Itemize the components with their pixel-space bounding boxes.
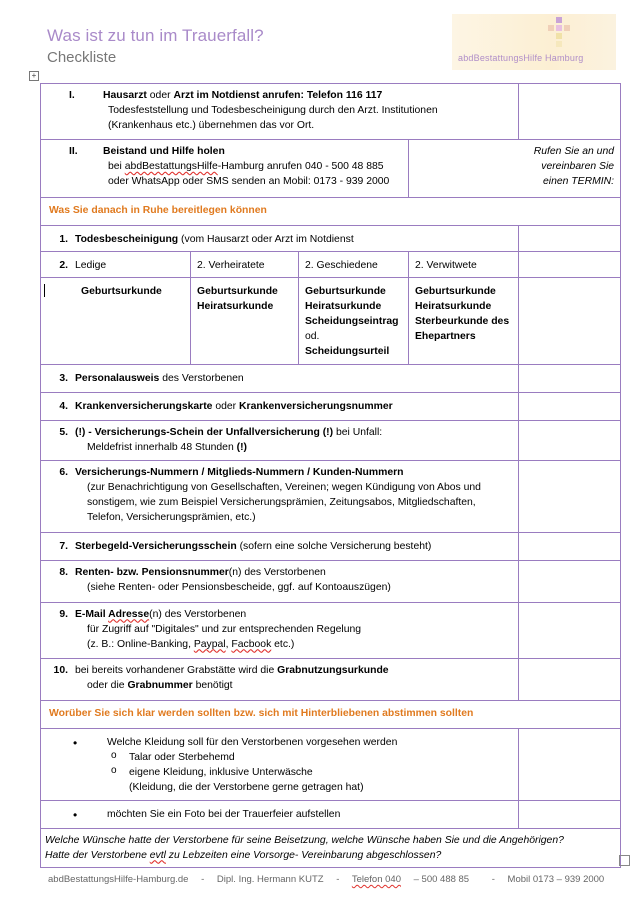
item-9-text-3a: (z. B.: Online-Banking, bbox=[87, 638, 194, 650]
doc-geburtsurkunde: Geburtsurkunde bbox=[81, 286, 162, 298]
closing-line-2a: Hatte der Verstorbene bbox=[45, 849, 150, 861]
col-geschiedene: 2. Geschiedene bbox=[299, 252, 409, 278]
doc-line: Heiratsurkunde bbox=[197, 301, 274, 313]
step-2-text-2: oder WhatsApp oder SMS senden an Mobil: 0173 - 939 2000 bbox=[108, 176, 390, 188]
item-7-row bbox=[41, 532, 621, 560]
step-1-title-a: Hausarzt bbox=[103, 90, 147, 101]
step-1-text-2: (Krankenhaus etc.) übernehmen das vor Ort. bbox=[108, 120, 315, 132]
section-header-2 bbox=[41, 700, 621, 728]
clothing-option-1: o Talar oder Sterbehemd bbox=[47, 750, 512, 765]
item-9-title-a: E-Mail bbox=[75, 608, 109, 620]
doc-line: Geburtsurkunde bbox=[197, 286, 278, 298]
footer-site: abdBestattungsHilfe-Hamburg.de bbox=[48, 874, 189, 885]
item-3-text: des Verstorbenen bbox=[159, 372, 244, 384]
item-5-cell bbox=[41, 420, 519, 460]
logo-text: abdBestattungsHilfe Hamburg bbox=[458, 52, 584, 63]
page-subtitle: Checkliste bbox=[47, 49, 117, 66]
step-2-row bbox=[41, 140, 621, 198]
item-4-cell bbox=[41, 392, 519, 420]
item-8-cell bbox=[41, 560, 519, 602]
item-9-row bbox=[41, 602, 621, 658]
item-6-title: Versicherungs-Nummern / Mitglieds-Nummern / Kunden-Nummern bbox=[75, 466, 404, 478]
item-1-cell bbox=[41, 226, 519, 252]
aside-line-2: vereinbaren Sie bbox=[541, 161, 615, 173]
item-10-check bbox=[519, 658, 621, 700]
item-5-check bbox=[519, 420, 621, 460]
item-1-check bbox=[519, 226, 621, 252]
clothing-cell bbox=[41, 728, 519, 800]
clothing-option-2-note: (Kleidung, die der Verstorbene gerne getragen hat) bbox=[129, 781, 364, 793]
doc-line: Scheidungseintrag bbox=[305, 316, 399, 328]
item-6-text-3: sonstigem, wie zum Beispiel Versicherungsprämien, Zeitungsabos, Mitgliedschaften, bbox=[87, 496, 476, 508]
doc-line: Geburtsurkunde bbox=[305, 286, 386, 298]
item-10-title: Grabnutzungsurkunde bbox=[277, 664, 389, 676]
item-number: 4. bbox=[59, 400, 68, 412]
aside-line-3: einen TERMIN: bbox=[543, 176, 615, 188]
item-2-header-row bbox=[41, 252, 621, 278]
item-4-row bbox=[41, 392, 621, 420]
item-6-row bbox=[41, 460, 621, 532]
item-4-title-a: Krankenversicherungskarte bbox=[75, 400, 213, 412]
item-6-cell bbox=[41, 460, 519, 532]
item-number: 9. bbox=[59, 608, 68, 620]
item-9-cell bbox=[41, 602, 519, 658]
item-number: 2. bbox=[59, 260, 68, 272]
item-8-row bbox=[41, 560, 621, 602]
item-number: 7. bbox=[59, 540, 68, 552]
item-10-post: benötigt bbox=[192, 679, 233, 691]
item-6-check bbox=[519, 460, 621, 532]
checklist-table bbox=[40, 83, 621, 868]
item-9-check bbox=[519, 602, 621, 658]
item-number: 10. bbox=[53, 664, 68, 676]
item-2-check bbox=[519, 252, 621, 278]
step-2-cell bbox=[41, 140, 409, 198]
paypal-text: Paypal bbox=[193, 638, 226, 650]
clothing-row bbox=[41, 728, 621, 800]
footer-sep: - bbox=[336, 874, 340, 885]
item-5-mark: (!) bbox=[236, 441, 247, 453]
step-number: II. bbox=[69, 146, 78, 157]
col-verwitwete: 2. Verwitwete bbox=[409, 252, 519, 278]
doc-line: Heiratsurkunde bbox=[305, 301, 382, 313]
doc-line: Scheidungsurteil bbox=[305, 346, 390, 358]
docs-geschiedene bbox=[299, 278, 409, 364]
step-1-cell bbox=[41, 84, 519, 140]
page-footer bbox=[48, 873, 614, 887]
item-number: 1. bbox=[59, 234, 68, 245]
facbook-text: Facbook bbox=[231, 638, 272, 650]
step-2-title: Beistand und Hilfe holen bbox=[103, 146, 225, 157]
cross-logo-icon bbox=[548, 17, 570, 55]
item-7-title: Sterbegeld-Versicherungsschein bbox=[75, 540, 237, 552]
aside-line-1: Rufen Sie an und bbox=[533, 146, 615, 157]
doc-line: Ehepartners bbox=[415, 331, 476, 343]
doc-line: Heiratsurkunde bbox=[415, 301, 492, 313]
col-verheiratete: 2. Verheiratete bbox=[191, 252, 299, 278]
footer-sep: - bbox=[491, 874, 495, 885]
closing-row bbox=[41, 828, 621, 867]
docs-verwitwete bbox=[409, 278, 519, 364]
item-9-text: (n) des Verstorbenen bbox=[149, 608, 247, 620]
item-number: 8. bbox=[59, 566, 68, 578]
step-1-mid: oder bbox=[146, 90, 174, 101]
doc-line: od. bbox=[305, 331, 320, 343]
company-name: abdBestattungsHilfe bbox=[124, 161, 218, 173]
item-5-row bbox=[41, 420, 621, 460]
item-8-text-2: (siehe Renten- oder Pensionsbescheide, ggf. auf Kontoauszügen) bbox=[87, 581, 391, 593]
clothing-question: • Welche Kleidung soll für den Verstorbenen vorgesehen werden bbox=[47, 735, 512, 750]
item-10-row bbox=[41, 658, 621, 700]
closing-line-2b: zu Lebzeiten eine Vorsorge- Vereinbarung abgeschlossen? bbox=[165, 849, 442, 861]
section-header-1 bbox=[41, 198, 621, 226]
item-5-title: (!) - Versicherungs-Schein der Unfallversicherung (!) bbox=[75, 426, 334, 438]
item-1-row bbox=[41, 226, 621, 252]
item-1-text: (vom Hausarzt oder Arzt im Notdienst bbox=[178, 234, 354, 245]
closing-cell bbox=[41, 828, 621, 867]
item-6-text-4: Telefon, Versicherungsprämien, etc.) bbox=[87, 511, 256, 523]
footer-sep: - bbox=[201, 874, 205, 885]
item-6-text-2: (zur Benachrichtigung von Gesellschaften, Vereinen; wegen Kündigung von Abos und bbox=[87, 481, 481, 493]
footer-name: Dipl. Ing. Hermann KUTZ bbox=[216, 874, 324, 885]
item-5-text-2: Meldefrist innerhalb 48 Stunden bbox=[87, 441, 237, 453]
item-9-text-3c: etc.) bbox=[271, 638, 295, 650]
section-title-decide: Worüber Sie sich klar werden sollten bzw. sich mit Hinterbliebenen abstimmen sollten bbox=[41, 700, 621, 728]
item-3-cell bbox=[41, 364, 519, 392]
clothing-option-2: o eigene Kleidung, inklusive Unterwäsche bbox=[47, 765, 512, 780]
item-10-cell bbox=[41, 658, 519, 700]
item-4-check bbox=[519, 392, 621, 420]
item-3-check bbox=[519, 364, 621, 392]
photo-cell bbox=[41, 800, 519, 828]
footer-mobile: Mobil 0173 – 939 2000 bbox=[507, 874, 605, 885]
step-1-row bbox=[41, 84, 621, 140]
item-4-title-b: Krankenversicherungsnummer bbox=[239, 400, 393, 412]
item-number: 3. bbox=[59, 372, 68, 384]
item-10-text: bei bereits vorhandener Grabstätte wird die bbox=[75, 664, 278, 676]
item-10-pre: oder die bbox=[87, 679, 128, 691]
footer-phone-label: Telefon 040 bbox=[351, 874, 401, 885]
item-number: 6. bbox=[59, 466, 68, 478]
step-1-aside bbox=[519, 84, 621, 140]
footer-phone: – 500 488 85 bbox=[410, 874, 470, 885]
item-9-title-b: Adresse bbox=[108, 608, 150, 620]
item-2-docs-row bbox=[41, 278, 621, 364]
item-5-text: bei Unfall: bbox=[333, 426, 383, 438]
item-2-docs-check bbox=[519, 278, 621, 364]
docs-verheiratete bbox=[191, 278, 299, 364]
step-2-post: -Hamburg anrufen 040 - 500 48 885 bbox=[217, 161, 384, 173]
item-2-col-ledige bbox=[41, 252, 191, 278]
photo-question: • möchten Sie ein Foto bei der Trauerfeier aufstellen bbox=[47, 807, 512, 822]
step-number: I. bbox=[69, 90, 75, 101]
step-1-title-b: Arzt im Notdienst anrufen: Telefon 116 117 bbox=[173, 90, 383, 101]
photo-row bbox=[41, 800, 621, 828]
company-logo bbox=[452, 14, 616, 70]
closing-line-1: Welche Wünsche hatte der Verstorbene für seine Beisetzung, welche Wünsche haben Sie und die Angehörigen? bbox=[45, 834, 564, 846]
doc-line: Sterbeurkunde des bbox=[415, 316, 510, 328]
doc-line: Geburtsurkunde bbox=[415, 286, 496, 298]
item-3-title: Personalausweis bbox=[75, 372, 160, 384]
page-title: Was ist zu tun im Trauerfall? bbox=[47, 26, 264, 45]
item-number: 5. bbox=[59, 426, 68, 438]
item-10-title-2: Grabnummer bbox=[127, 679, 193, 691]
section-title-prepare: Was Sie danach in Ruhe bereitlegen können bbox=[41, 198, 621, 226]
item-8-check bbox=[519, 560, 621, 602]
photo-check bbox=[519, 800, 621, 828]
item-9-comma: , bbox=[225, 638, 232, 650]
item-7-check bbox=[519, 532, 621, 560]
item-8-title: Renten- bzw. Pensionsnummer bbox=[75, 566, 229, 578]
item-7-text: (sofern eine solche Versicherung besteht) bbox=[236, 540, 432, 552]
clothing-check bbox=[519, 728, 621, 800]
col-ledige: Ledige bbox=[75, 260, 107, 272]
item-8-text: (n) des Verstorbenen bbox=[228, 566, 326, 578]
step-2-pre: bei bbox=[108, 161, 125, 173]
item-7-cell bbox=[41, 532, 519, 560]
item-1-title: Todesbescheinigung bbox=[75, 234, 179, 245]
closing-evtl: evtl bbox=[149, 849, 166, 861]
item-3-row bbox=[41, 364, 621, 392]
item-9-text-2: für Zugriff auf "Digitales" und zur entsprechenden Regelung bbox=[87, 623, 362, 635]
table-move-handle-icon[interactable]: + bbox=[29, 71, 39, 81]
step-2-aside bbox=[409, 140, 621, 198]
text-cursor bbox=[44, 284, 45, 297]
item-4-mid: oder bbox=[212, 400, 240, 412]
docs-ledige bbox=[41, 278, 191, 364]
table-resize-handle-icon[interactable] bbox=[619, 855, 630, 866]
step-1-text: Todesfeststellung und Todesbescheinigung durch den Arzt. Institutionen bbox=[108, 105, 438, 117]
